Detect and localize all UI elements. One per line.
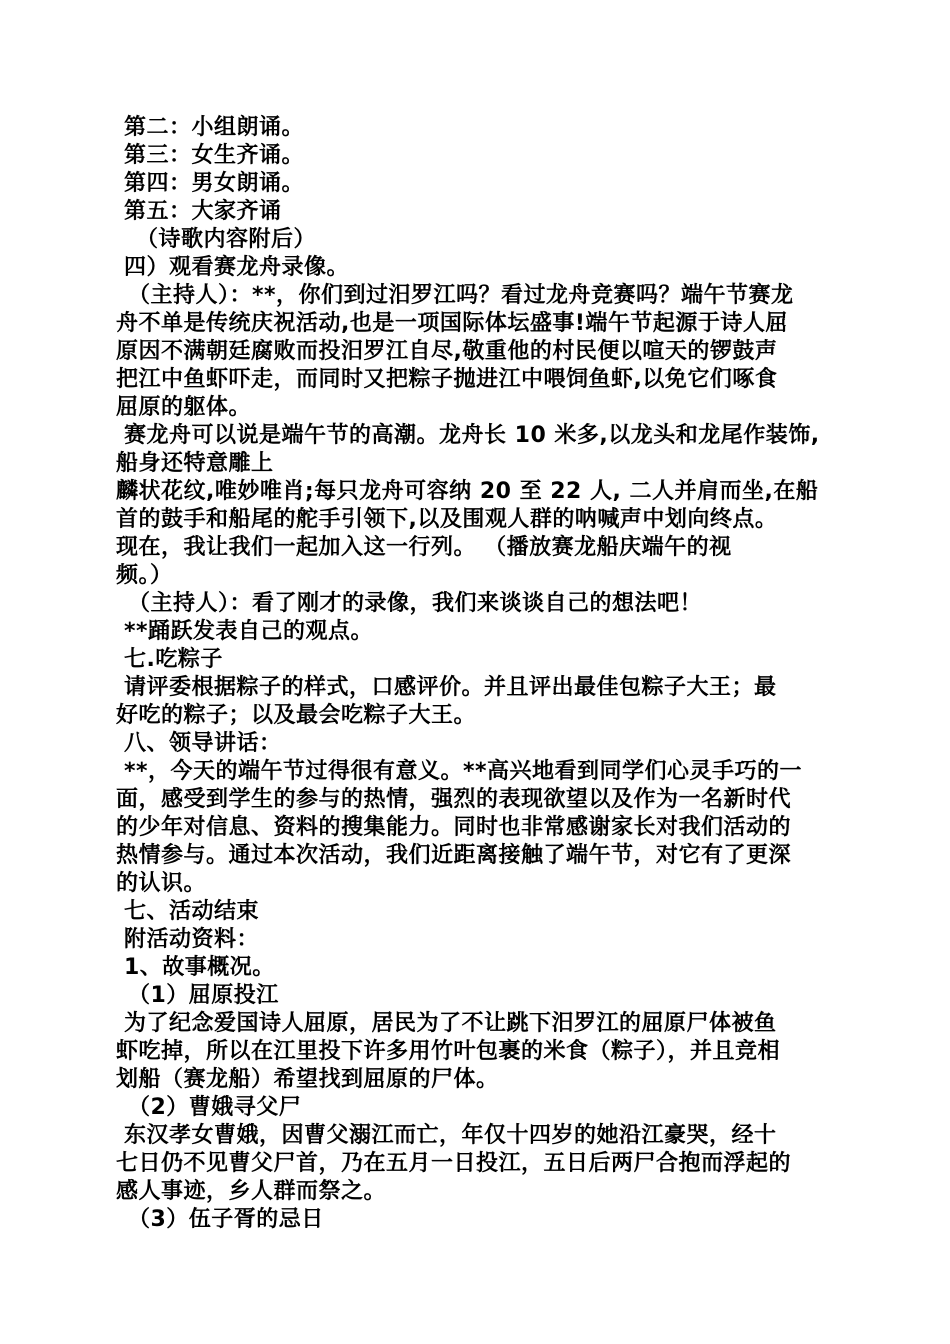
- subsection-heading: （3）伍子胥的忌日: [128, 1207, 324, 1232]
- section-heading: 四）观看赛龙舟录像。: [124, 255, 350, 280]
- text-line: 第二：小组朗诵。: [124, 115, 305, 140]
- text-line: 现在，我让我们一起加入这一行列。 （播放赛龙船庆端午的视: [116, 535, 732, 560]
- text-line: （主持人）：**，你们到过汨罗江吗？看过龙舟竞赛吗？端午节赛龙: [128, 283, 794, 308]
- text-line: 屈原的躯体。: [116, 395, 252, 420]
- text-line: 首的鼓手和船尾的舵手引领下,以及围观人群的呐喊声中划向终点。: [116, 507, 778, 532]
- text-line: 原因不满朝廷腐败而投汨罗江自尽,敬重他的村民便以喧天的锣鼓声: [116, 339, 778, 364]
- text-line: 麟状花纹,唯妙唯肖;每只龙舟可容纳 20 至 22 人, 二人并肩而坐,在船: [116, 479, 819, 504]
- document-body: [116, 114, 846, 1234]
- section-heading: 七.吃粽子: [124, 647, 223, 672]
- text-line: 热情参与。通过本次活动，我们近距离接触了端午节，对它有了更深: [116, 843, 792, 868]
- text-line: 的认识。: [116, 871, 207, 896]
- text-line: 七日仍不见曹父尸首，乃在五月一日投江，五日后两尸合抱而浮起的: [116, 1151, 792, 1176]
- text-line: 好吃的粽子；以及最会吃粽子大王。: [116, 703, 477, 728]
- text-line: 第四：男女朗诵。: [124, 171, 305, 196]
- text-line: 划船（赛龙船）希望找到屈原的尸体。: [116, 1067, 499, 1092]
- section-heading: 八、领导讲话：: [124, 731, 282, 756]
- text-line: 感人事迹，乡人群而祭之。: [116, 1179, 387, 1204]
- text-line: 请评委根据粽子的样式，口感评价。并且评出最佳包粽子大王；最: [124, 675, 777, 700]
- text-line: 舟不单是传统庆祝活动,也是一项国际体坛盛事!端午节起源于诗人屈: [116, 311, 788, 336]
- text-line: 第三：女生齐诵。: [124, 143, 305, 168]
- subsection-heading: （1）屈原投江: [128, 983, 279, 1008]
- text-line: 东汉孝女曹娥，因曹父溺江而亡，年仅十四岁的她沿江豪哭，经十: [124, 1123, 777, 1148]
- text-line: 为了纪念爱国诗人屈原，居民为了不让跳下汨罗江的屈原尸体被鱼: [124, 1011, 777, 1036]
- section-heading: 七、活动结束: [124, 899, 260, 924]
- text-line: 附活动资料：: [124, 927, 260, 952]
- text-line: 虾吃掉，所以在江里投下许多用竹叶包裹的米食（粽子），并且竞相: [116, 1039, 781, 1064]
- text-line: 频。）: [116, 563, 173, 588]
- subsection-heading: （2）曹娥寻父尸: [128, 1095, 302, 1120]
- text-line: 的少年对信息、资料的搜集能力。同时也非常感谢家长对我们活动的: [116, 815, 792, 840]
- text-line: 面，感受到学生的参与的热情，强烈的表现欲望以及作为一名新时代: [116, 787, 792, 812]
- text-line: （主持人）：看了刚才的录像，我们来谈谈自己的想法吧！: [128, 591, 703, 616]
- text-line: **，今天的端午节过得很有意义。**高兴地看到同学们心灵手巧的一: [124, 759, 803, 784]
- text-line: 赛龙舟可以说是端午节的高潮。龙舟长 10 米多,以龙头和龙尾作装饰,: [124, 423, 820, 448]
- text-line: 把江中鱼虾吓走，而同时又把粽子抛进江中喂饲鱼虾,以免它们啄食: [116, 367, 778, 392]
- text-line: 第五：大家齐诵: [124, 199, 282, 224]
- text-line: 船身还特意雕上: [116, 451, 274, 476]
- text-line: 1、故事概况。: [124, 955, 275, 980]
- text-line: （诗歌内容附后）: [136, 227, 317, 252]
- text-line: **踊跃发表自己的观点。: [124, 619, 374, 644]
